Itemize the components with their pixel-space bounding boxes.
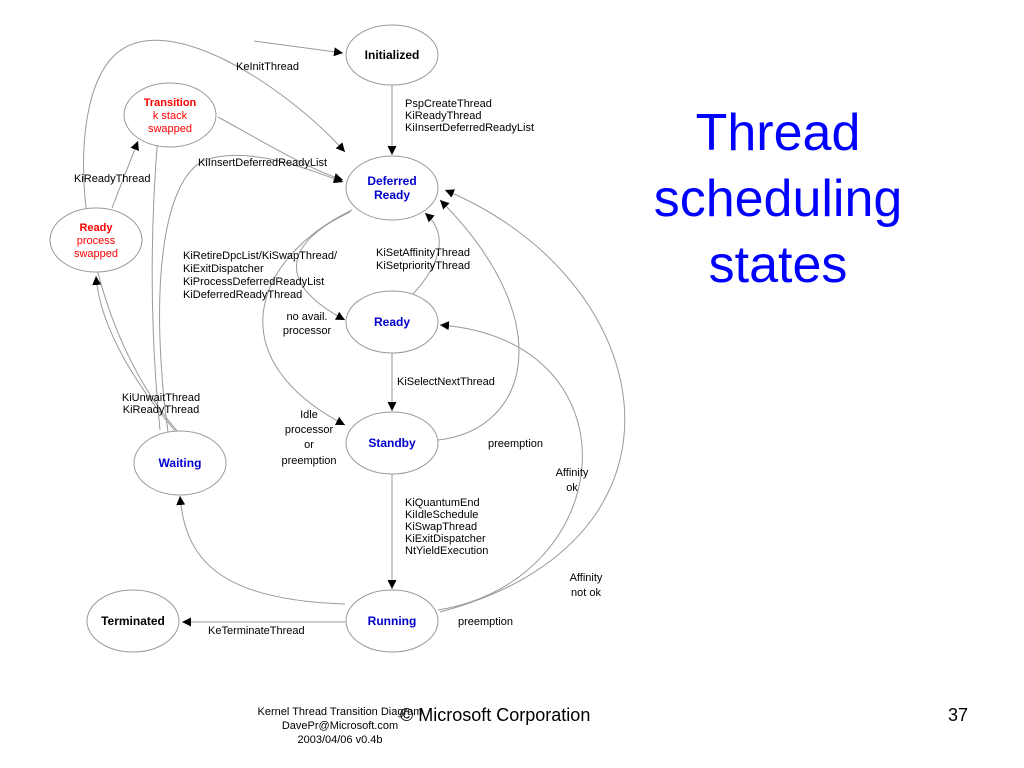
footer-credit-line: 2003/04/06 v0.4b [297, 734, 383, 746]
state-standby-label: Standby [368, 436, 416, 450]
edge-start-initialized [254, 41, 343, 53]
state-standby [346, 412, 438, 474]
slide-title [628, 100, 928, 298]
edge-running-waiting [180, 496, 345, 604]
state-ready-label: Ready [373, 315, 411, 329]
slide-title-line: scheduling [653, 170, 903, 228]
label-kiunwait: KiUnwaitThread KiReadyThread [121, 392, 201, 416]
page-number: 37 [947, 705, 968, 725]
label-keinit: KeInitThread [236, 61, 299, 73]
state-running-label: Running [367, 614, 417, 628]
edge-standby-deferred [438, 200, 519, 440]
edge-deferred-ready [296, 212, 350, 320]
label-kireadythread: KiReadyThread [74, 173, 151, 185]
edge-waiting-transition [152, 135, 160, 430]
footer-credit-line: DavePr@Microsoft.com [281, 720, 399, 732]
state-deferred-ready [346, 156, 438, 220]
label-pspcreate: PspCreateThread KiReadyThread KiInsertDeferredReadyList [405, 98, 535, 134]
state-waiting-label: Waiting [158, 456, 202, 470]
state-waiting [134, 431, 226, 495]
label-kiselect: KiSelectNextThread [397, 376, 495, 388]
state-initialized-label: Initialized [364, 48, 420, 62]
state-transition-label: Transition k stack swapped [143, 97, 197, 135]
label-no-avail: no avail. processor [282, 311, 332, 337]
state-running [346, 590, 438, 652]
label-keterminate: KeTerminateThread [208, 625, 305, 637]
state-ready-swapped [50, 208, 142, 272]
state-deferred-ready-label: Deferred Ready [367, 174, 417, 202]
transition-labels [74, 61, 603, 637]
state-transition [124, 83, 216, 147]
label-kiretire: KiRetireDpcList/KiSwapThread/ KiExitDispatcher KiProcessDeferredReadyList KiDeferredReadyThread [183, 250, 338, 301]
label-kisetaffinity: KiSetAffinityThread KiSetpriorityThread [376, 247, 471, 272]
label-preemption-running: preemption [458, 616, 514, 628]
edge-transition-deferred [218, 117, 343, 180]
label-kiinsert: KiInsertDeferredReadyList [198, 157, 328, 169]
label-idle: Idle processor or preemption [281, 409, 337, 467]
state-terminated-label: Terminated [101, 614, 165, 628]
slide-title-line: states [708, 236, 848, 294]
state-initialized [346, 25, 438, 85]
label-preemption-standby: preemption [488, 438, 544, 450]
state-ready [346, 291, 438, 353]
label-affinity-notok: Affinity not ok [569, 572, 603, 599]
label-kiquantum: KiQuantumEnd KiIdleSchedule KiSwapThread KiExitDispatcher NtYieldExecution [405, 497, 489, 557]
footer-copyright: © Microsoft Corporation [400, 705, 591, 725]
footer-credit-line: Kernel Thread Transition Diagram [257, 706, 423, 718]
label-affinity-ok: Affinity ok [555, 467, 589, 494]
state-terminated [87, 590, 179, 652]
slide-title-line: Thread [695, 104, 861, 162]
state-ready-swapped-label: Ready process swapped [73, 222, 119, 260]
